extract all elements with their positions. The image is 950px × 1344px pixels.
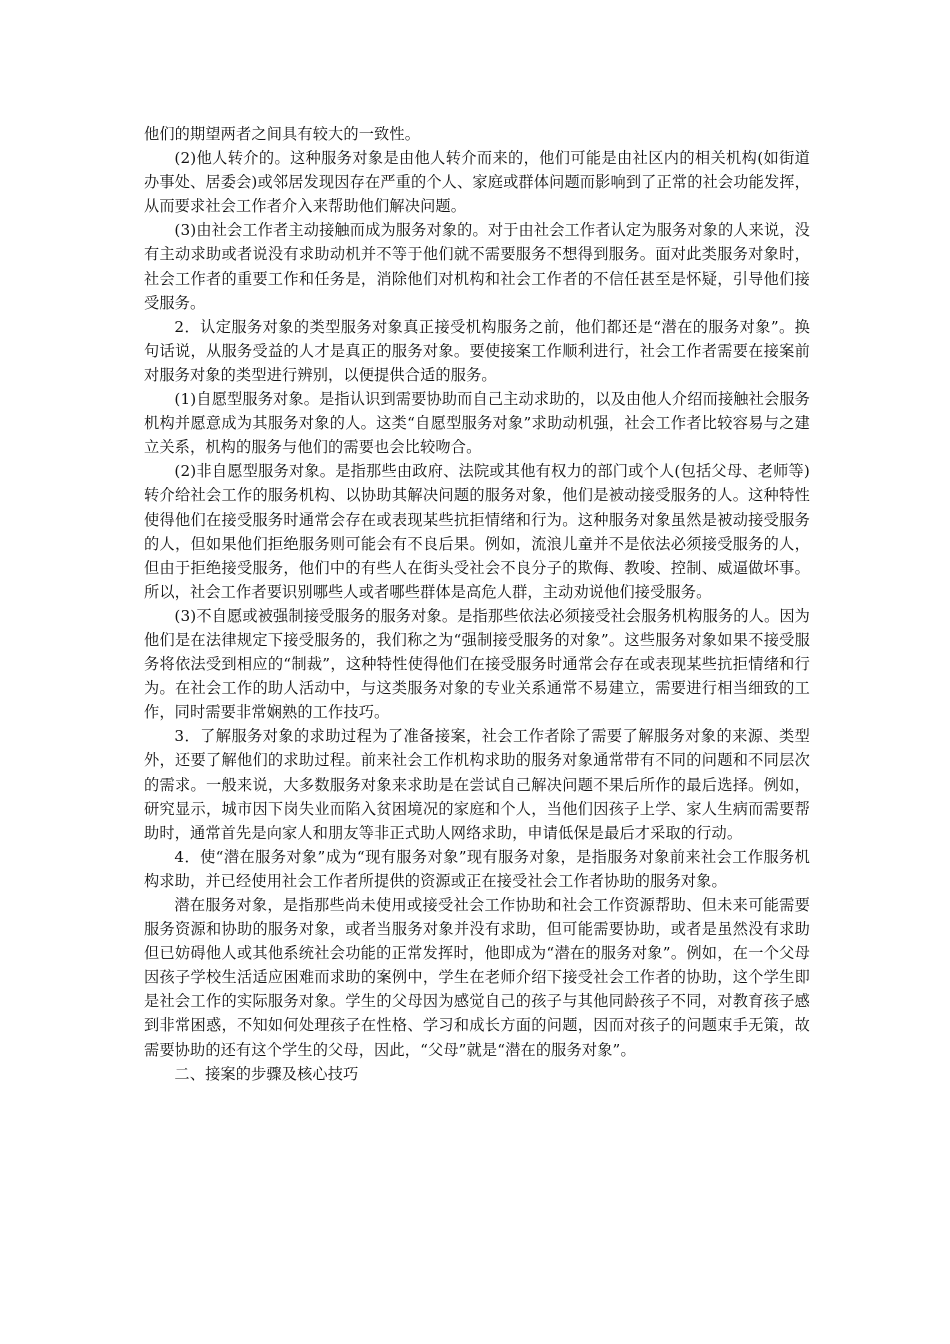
paragraph-mandated-client: (3)不自愿或被强制接受服务的服务对象。是指那些依法必须接受社会服务机构服务的人。因为他们是在法律规定下接受服务的，我们称之为“强制接受服务的对象”。这些服务对象如果不接受服务将依法受到相应的“制裁”，这种特性使得他们在接受服务时通常会存在或表现某些抗拒情绪和行为。在社会工作的助人活动中，与这类服务对象的专业关系通常不易建立，需要进行相当细致的工作，同时需要非常娴熟的工作技巧。 xyxy=(144,606,810,722)
paragraph-referral: (2)他人转介的。这种服务对象是由他人转介而来的，他们可能是由社区内的相关机构(如街道办事处、居委会)或邻居发现因存在严重的个人、家庭或群体问题而影响到了正常的社会功能发挥，从而要求社会工作者介入来帮助他们解决问题。 xyxy=(144,149,810,216)
paragraph-potential-client: 潜在服务对象，是指那些尚未使用或接受社会工作协助和社会工作资源帮助、但未来可能需要服务资源和协助的服务对象，或者当服务对象并没有求助，但可能需要协助，或者是虽然没有求助但已妨碍他人或其他系统社会功能的正常发挥时，他即成为“潜在的服务对象”。例如，在一个父母因孩子学校生活适应困难而求助的案例中，学生在老师介绍下接受社会工作者的协助，这个学生即是社会工作的实际服务对象。学生的父母因为感觉自己的孩子与其他同龄孩子不同，对教育孩子感到非常困惑，不知如何处理孩子在性格、学习和成长方面的问题，因而对孩子的问题束手无策，故需要协助的还有这个学生的父母，因此，“父母”就是“潜在的服务对象”。 xyxy=(144,896,810,1059)
paragraph-section-3: 3．了解服务对象的求助过程为了准备接案，社会工作者除了需要了解服务对象的来源、类型外，还要了解他们的求助过程。前来社会工作机构求助的服务对象通常带有不同的问题和不同层次的需求。一般来说，大多数服务对象来求助是在尝试自己解决问题不果后所作的最后选择。例如，研究显示，城市因下岗失业而陷入贫困境况的家庭和个人，当他们因孩子上学、家人生病而需要帮助时，通常首先是向家人和朋友等非正式助人网络求助，申请低保是最后才采取的行动。 xyxy=(144,727,810,842)
paragraph-non-voluntary-client: (2)非自愿型服务对象。是指那些由政府、法院或其他有权力的部门或个人(包括父母、老师等)转介给社会工作的服务机构、以协助其解决问题的服务对象，他们是被动接受服务的人。这种特性使得他们在接受服务时通常会存在或表现某些抗拒情绪和行为。这种服务对象虽然是被动接受服务的人，但如果他们拒绝服务则可能会有不良后果。例如，流浪儿童并不是依法必须接受服务的人，但由于拒绝接受服务，他们中的有些人在街头受社会不良分子的欺侮、教唆、控制、威逼做坏事。所以，社会工作者要识别哪些人或者哪些群体是高危人群，主动劝说他们接受服务。 xyxy=(144,462,810,601)
paragraph-continuation: 他们的期望两者之间具有较大的一致性。 xyxy=(144,125,421,143)
paragraph-section-4: 4．使“潜在服务对象”成为“现有服务对象”现有服务对象，是指服务对象前来社会工作服务机构求助，并已经使用社会工作者所提供的资源或正在接受社会工作者协助的服务对象。 xyxy=(144,847,810,890)
section-heading: 二、接案的步骤及核心技巧 xyxy=(174,1064,359,1083)
paragraph-voluntary-client: (1)自愿型服务对象。是指认识到需要协助而自己主动求助的，以及由他人介绍而接触社会服务机构并愿意成为其服务对象的人。这类“自愿型服务对象”求助动机强，社会工作者比较容易与之建立关系，机构的服务与他们的需要也会比较吻合。 xyxy=(144,390,810,457)
paragraph-outreach: (3)由社会工作者主动接触而成为服务对象的。对于由社会工作者认定为服务对象的人来说，没有主动求助或者说没有求助动机并不等于他们就不需要服务不想得到服务。面对此类服务对象时，社会工作者的重要工作和任务是，消除他们对机构和社会工作者的不信任甚至是怀疑，引导他们接受服务。 xyxy=(144,221,810,312)
document-page xyxy=(144,122,810,1086)
paragraph-section-2: 2．认定服务对象的类型服务对象真正接受机构服务之前，他们都还是“潜在的服务对象”。换句话说，从服务受益的人才是真正的服务对象。要使接案工作顺利进行，社会工作者需要在接案前对服务对象的类型进行辨别，以便提供合适的服务。 xyxy=(144,317,810,384)
